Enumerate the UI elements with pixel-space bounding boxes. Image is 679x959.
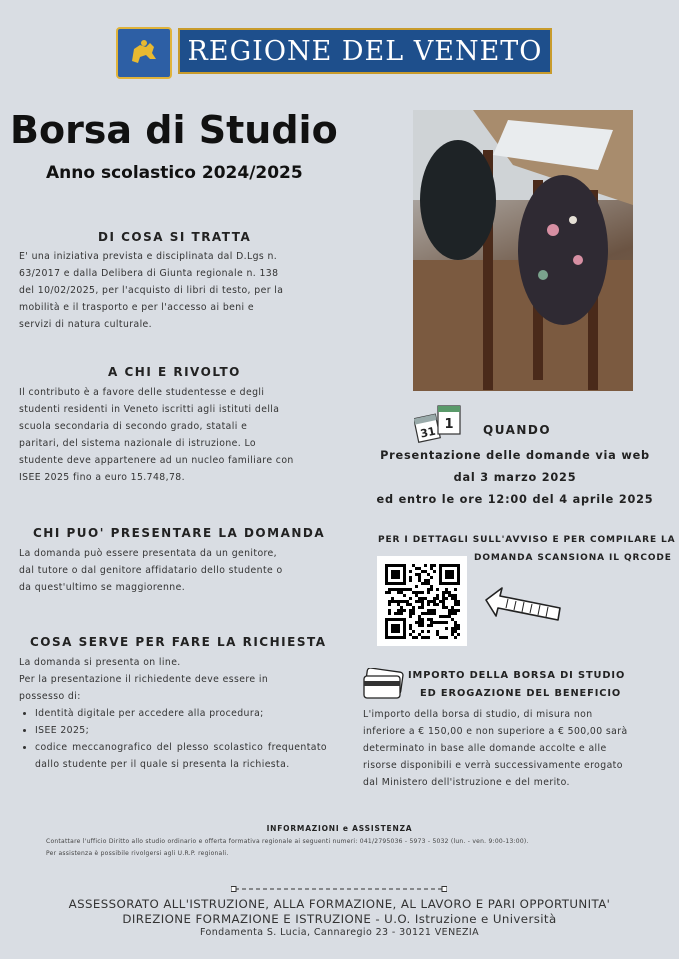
cosa-line: servizi di natura culturale. (19, 319, 153, 330)
cosa-text (19, 248, 327, 333)
importo-heading-1: IMPORTO DELLA BORSA DI STUDIO (408, 670, 626, 681)
chi-heading: A CHI E RIVOLTO (108, 365, 241, 379)
serve-heading: COSA SERVE PER FARE LA RICHIESTA (30, 635, 327, 649)
qr-caption-line1: PER I DETTAGLI SULL'AVVISO E PER COMPILARE LA (378, 535, 676, 545)
footer-line-3: Fondamenta S. Lucia, Cannaregio 23 - 30121 VENEZIA (199, 927, 479, 938)
calendar-day-b: 1 (444, 417, 454, 432)
requirements-list (19, 705, 327, 773)
chi-line: studenti residenti in Veneto iscritti agli istituti della (19, 404, 280, 415)
page-title: Borsa di Studio (10, 108, 338, 152)
qr-code[interactable] (377, 556, 467, 646)
importo-line: risorse disponibili e verrà successivamente erogato (363, 760, 623, 771)
chi-line: Il contributo è a favore delle studentesse e degli (19, 387, 265, 398)
importo-text (363, 706, 669, 791)
info-heading: INFORMAZIONI e ASSISTENZA (266, 824, 413, 833)
presentare-line: dal tutore o dal genitore affidatario dello studente o (19, 565, 283, 576)
presentare-line: La domanda può essere presentata da un genitore, (19, 548, 278, 559)
list-item: • ISEE 2025; (35, 722, 327, 739)
cosa-line: mobilità e il trasporto e per l'accesso ai beni e (19, 302, 254, 313)
presentare-text (19, 545, 327, 596)
quando-text (365, 445, 665, 511)
cosa-line: 63/2017 e dalla Delibera di Giunta regionale n. 138 (19, 268, 279, 279)
serve-line: La domanda si presenta on line. (19, 657, 181, 668)
importo-heading-2: ED EROGAZIONE DEL BENEFICIO (420, 688, 622, 699)
region-crest-logo (116, 27, 172, 79)
footer-line-2: DIREZIONE FORMAZIONE E ISTRUZIONE - U.O. Istruzione e Università (122, 912, 557, 926)
calendar-icon (414, 404, 464, 444)
info-line-2: Per assistenza è possibile rivolgersi agli U.R.P. regionali. (46, 850, 229, 857)
chi-line: paritari, del sistema nazionale di istruzione. Lo (19, 438, 256, 449)
chi-line: scuola secondaria di secondo grado, statali e (19, 421, 248, 432)
quando-line: dal 3 marzo 2025 (453, 471, 577, 484)
cosa-line: E' una iniziativa prevista e disciplinata dal D.Lgs n. (19, 251, 278, 262)
chi-line: ISEE 2025 fino a euro 15.748,78. (19, 472, 185, 483)
chi-text (19, 384, 327, 486)
credit-card-icon (362, 668, 406, 700)
quando-line: Presentazione delle domande via web (380, 449, 650, 462)
serve-text (19, 654, 327, 773)
serve-line: Per la presentazione il richiedente deve essere in (19, 674, 269, 685)
quando-heading: QUANDO (483, 423, 552, 437)
presentare-line: da quest'ultimo se maggiorenne. (19, 582, 186, 593)
presentare-heading: CHI PUO' PRESENTARE LA DOMANDA (33, 526, 326, 540)
importo-line: determinato in base alle domande accolte e alle (363, 743, 607, 754)
list-item: • Identità digitale per accedere alla procedura; (35, 705, 327, 722)
list-item: • codice meccanografico del plesso scolastico frequentato dallo studente per il quale si presenta la richiesta. (35, 739, 327, 773)
region-banner (178, 28, 552, 74)
cosa-heading: DI COSA SI TRATTA (98, 230, 252, 244)
chi-line: studente deve appartenere ad un nucleo familiare con (19, 455, 294, 466)
importo-line: L'importo della borsa di studio, di misura non (363, 709, 593, 720)
footer-divider (231, 878, 447, 886)
qr-caption-line2: DOMANDA SCANSIONA IL QRCODE (474, 553, 672, 563)
importo-line: inferiore a € 150,00 e non superiore a € 500,00 sarà (363, 726, 628, 737)
info-line-1: Contattare l'ufficio Diritto allo studio ordinario e offerta formativa regionale ai seguenti numeri: 041/2795036 - 5973 - 5032 (lun. - ven. 9:00-13:00). (46, 838, 529, 845)
banner-text: REGIONE DEL VENETO (187, 35, 543, 67)
arrow-icon (484, 586, 564, 626)
cosa-line: del 10/02/2025, per l'acquisto di libri di testo, per la (19, 285, 284, 296)
importo-line: dal Ministero dell'istruzione e del merito. (363, 777, 570, 788)
school-photo (413, 110, 633, 391)
quando-line: ed entro le ore 12:00 del 4 aprile 2025 (376, 493, 654, 506)
lion-icon (124, 35, 164, 71)
serve-line: possesso di: (19, 691, 81, 702)
calendar-day-a: 31 (419, 424, 437, 441)
footer-line-1: ASSESSORATO ALL'ISTRUZIONE, ALLA FORMAZIONE, AL LAVORO E PARI OPPORTUNITA' (68, 897, 611, 911)
page-subtitle: Anno scolastico 2024/2025 (46, 163, 303, 183)
